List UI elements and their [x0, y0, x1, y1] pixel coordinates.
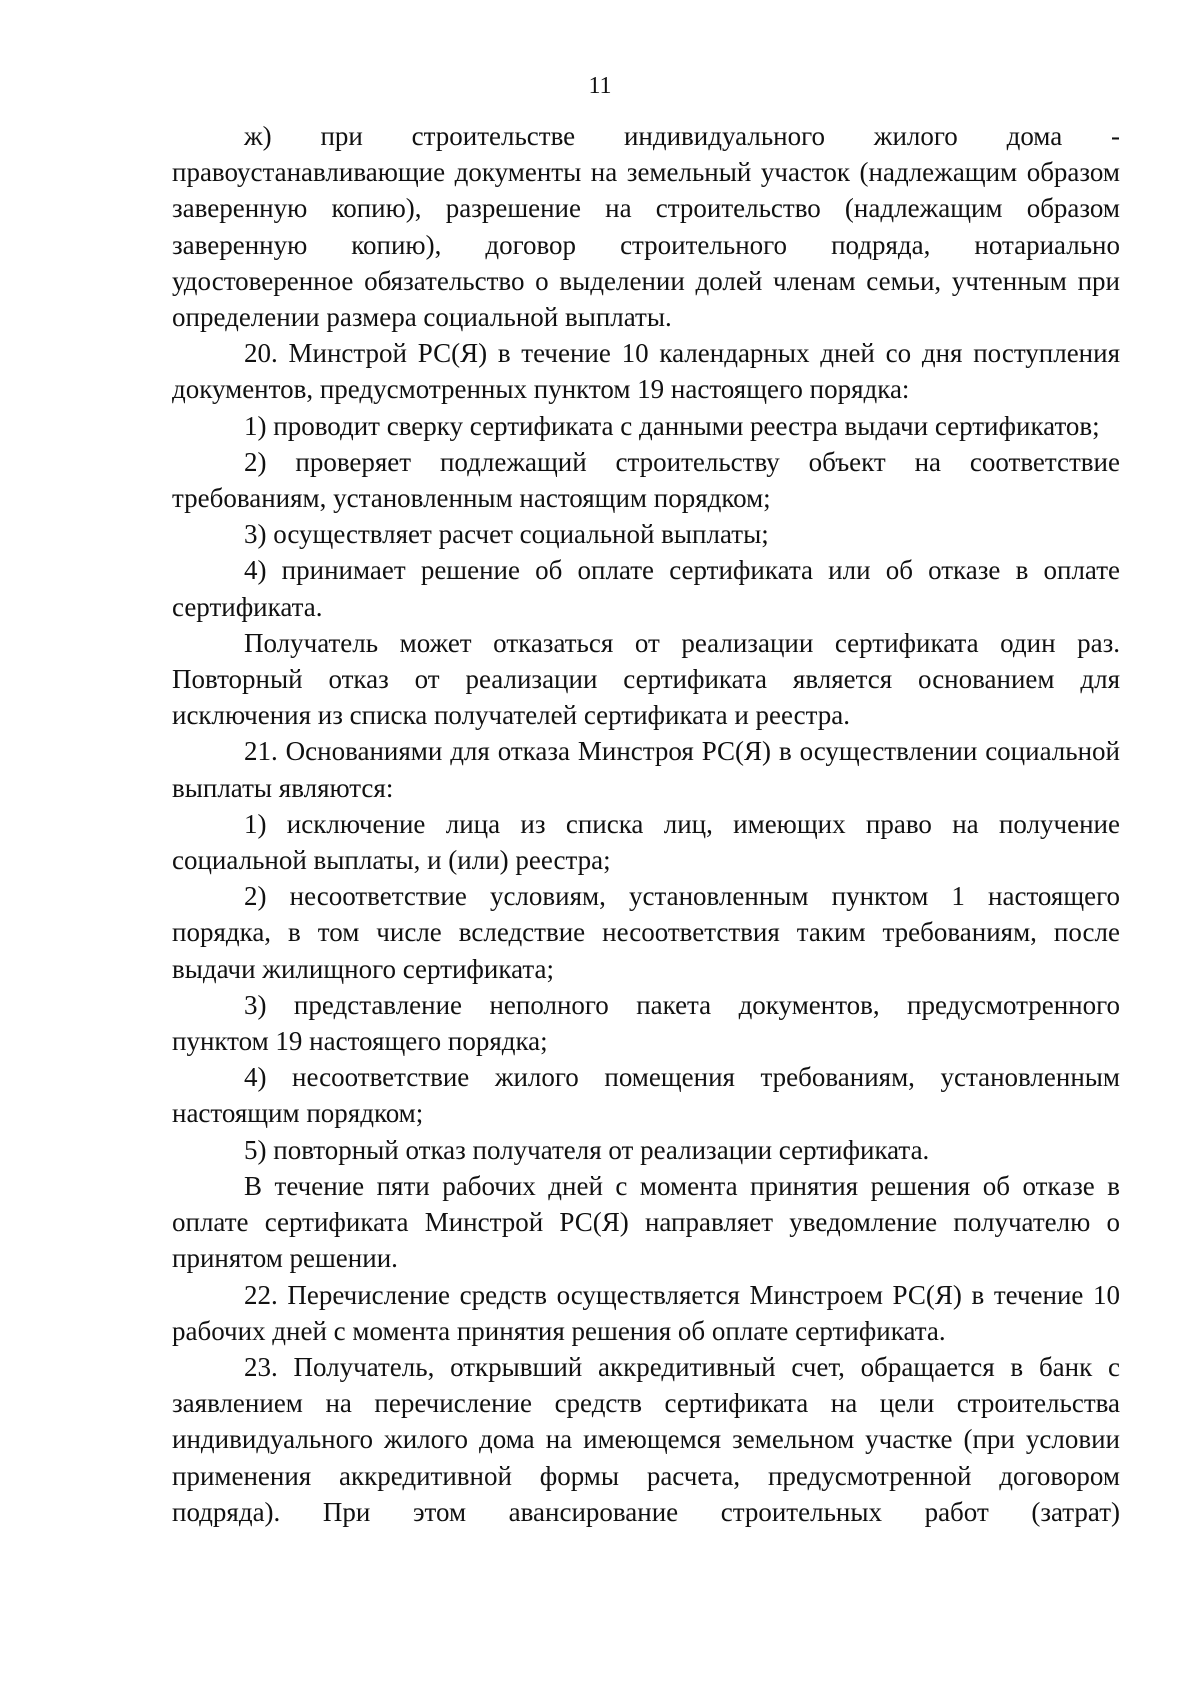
paragraph-clause-21-item-2: 2) несоответствие условиям, установленным пунктом 1 настоящего порядка, в том числе вследствие несоответствия таким требованиям, после выдачи жилищного сертификата; [172, 881, 1120, 984]
paragraph-clause-21-item-5: 5) повторный отказ получателя от реализации сертификата. [244, 1134, 930, 1165]
paragraph-clause-21-item-4: 4) несоответствие жилого помещения требованиям, установленным настоящим порядком; [172, 1062, 1120, 1129]
paragraph-clause-21-item-1: 1) исключение лица из списка лиц, имеющих право на получение социальной выплаты, и (или) реестра; [172, 808, 1120, 876]
paragraph-clause-22: 22. Перечисление средств осуществляется Минстроем РС(Я) в течение 10 рабочих дней с момента принятия решения об оплате сертификата. [172, 1279, 1120, 1346]
paragraph-clause-20-item-2: 2) проверяет подлежащий строительству объект на соответствие требованиям, установленным настоящим порядком; [172, 446, 1120, 514]
paragraph-clause-20: 20. Минстрой РС(Я) в течение 10 календарных дней со дня поступления документов, предусмотренных пунктом 19 настоящего порядка: [172, 338, 1120, 405]
paragraph-refusal-right: Получатель может отказаться от реализации сертификата один раз. Повторный отказ от реализации сертификата является основанием для исключения из списка получателей сертификата и реестра. [172, 627, 1120, 731]
paragraph-refusal-notice: В течение пяти рабочих дней с момента принятия решения об отказе в оплате сертификата Минстрой РС(Я) направляет уведомление получателю о принятом решении. [172, 1170, 1120, 1274]
paragraph-clause-21-item-3: 3) представление неполного пакета документов, предусмотренного пунктом 19 настоящего порядка; [172, 989, 1120, 1057]
paragraph-clause-23: 23. Получатель, открывший аккредитивный счет, обращается в банк с заявлением на перечисление средств сертификата на цели строительства индивидуального жилого дома на имеющемся земельном участке (при условии применения аккредитивной формы расчета, предусмотренной договором подряда). При этом авансирование строительных работ (затрат) [172, 1351, 1120, 1527]
page-number: 11 [588, 73, 612, 99]
paragraph-clause-20-item-1: 1) проводит сверку сертификата с данными реестра выдачи сертификатов; [244, 410, 1100, 441]
paragraph-clause-20-item-3: 3) осуществляет расчет социальной выплаты; [244, 519, 769, 550]
paragraph-item-zh-house-construction: ж) при строительстве индивидуального жилого дома - правоустанавливающие документы на земельный участок (надлежащим образом заверенную копию), разрешение на строительство (надлежащим образом заверенную копию), договор строительного подряда, нотариально удостоверенное обязательство о выделении долей членам семьи, учтенным при определении размера социальной выплаты. [172, 121, 1120, 333]
document-body [172, 118, 1120, 1530]
paragraph-clause-21: 21. Основаниями для отказа Минстроя РС(Я) в осуществлении социальной выплаты являются: [172, 736, 1120, 803]
paragraph-clause-20-item-4: 4) принимает решение об оплате сертификата или об отказе в оплате сертификата. [172, 555, 1120, 622]
